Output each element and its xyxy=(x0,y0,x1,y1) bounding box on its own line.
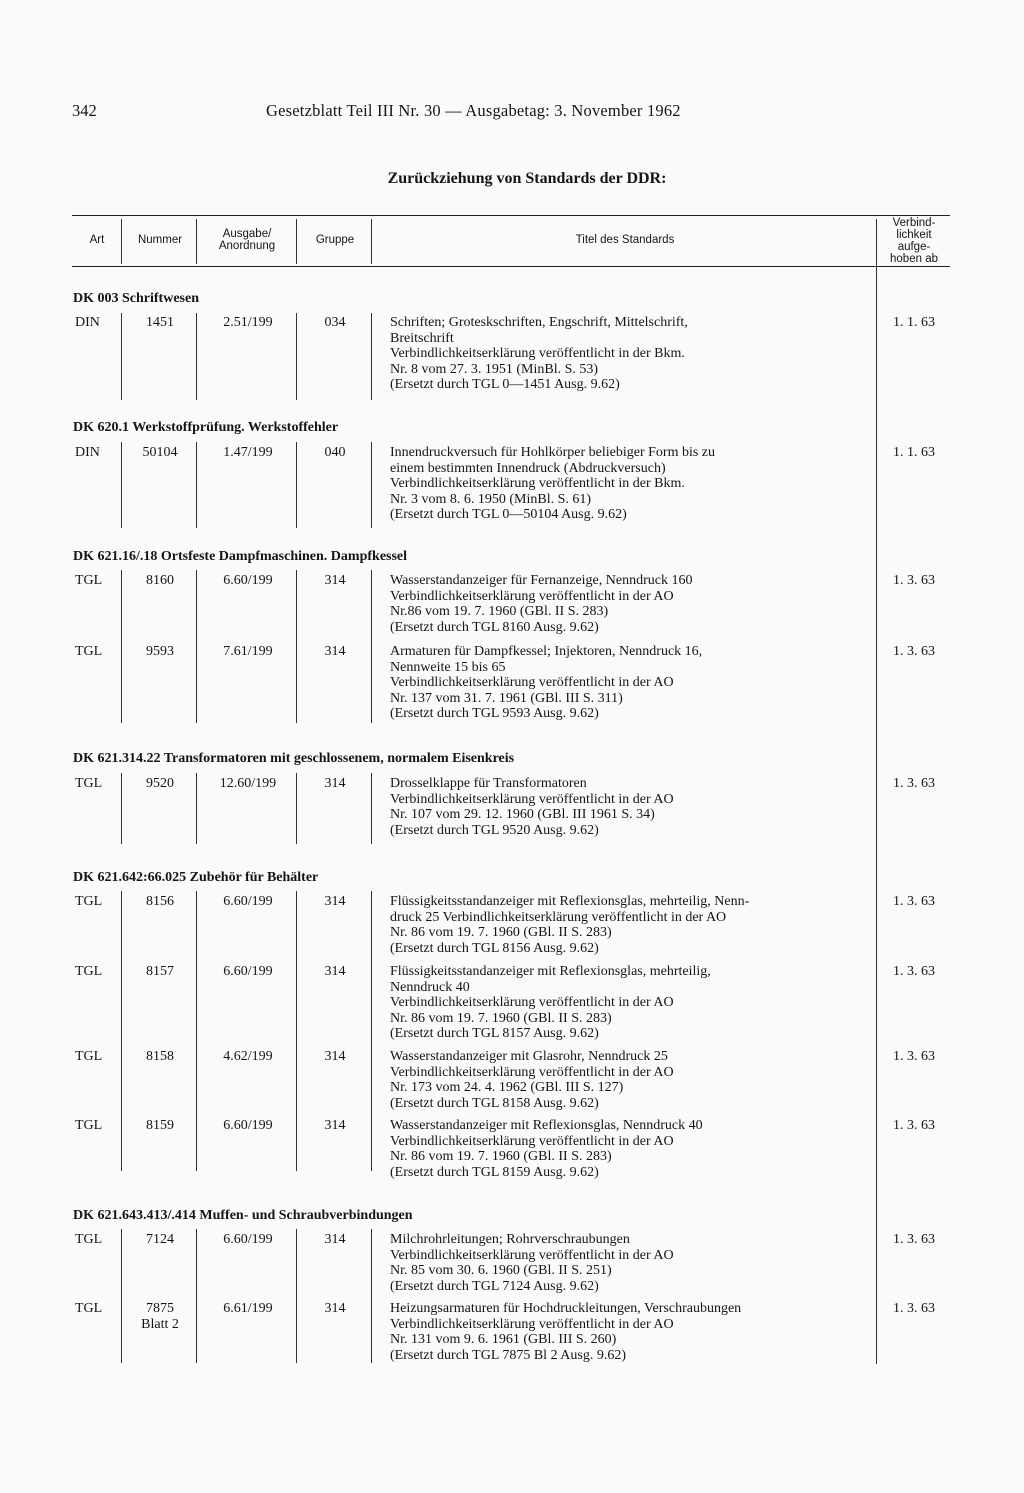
titel-line: Verbindlichkeitserklärung veröffentlicht in der AO xyxy=(390,1316,674,1332)
section-title: DK 003 Schriftwesen xyxy=(73,291,199,306)
titel-line: Nr. 3 vom 8. 6. 1950 (MinBl. S. 61) xyxy=(390,491,592,507)
col-divider xyxy=(296,773,297,844)
document-heading xyxy=(0,170,1024,188)
titel-line: Verbindlichkeitserklärung veröffentlicht in der AO xyxy=(390,791,674,807)
titel-line: (Ersetzt durch TGL 7124 Ausg. 9.62) xyxy=(390,1278,599,1294)
titel-cell xyxy=(390,315,870,393)
col-divider xyxy=(196,773,197,844)
titel-line: (Ersetzt durch TGL 0—1451 Ausg. 9.62) xyxy=(390,377,620,392)
titel-line: (Ersetzt durch TGL 8160 Ausg. 9.62) xyxy=(390,619,599,635)
ausgabe-cell: 6.61/199 xyxy=(223,1301,273,1316)
nummer-cell: 1451 xyxy=(146,315,174,330)
titel-line: Nenndruck 40 xyxy=(390,979,470,995)
art-cell: DIN xyxy=(75,315,100,330)
col-header-titel: Titel des Standards xyxy=(575,234,675,246)
art-cell: TGL xyxy=(75,644,103,659)
col-header-verbindlichkeit xyxy=(878,217,950,265)
titel-line: Schriften; Groteskschriften, Engschrift, Mittelschrift, xyxy=(390,315,688,330)
titel-line: Nr. 173 vom 24. 4. 1962 (GBl. III S. 127) xyxy=(390,1080,624,1095)
titel-cell xyxy=(390,964,870,1042)
ausgabe-cell: 4.62/199 xyxy=(223,1049,273,1064)
ausgabe-cell: 12.60/199 xyxy=(219,776,277,791)
titel-line: Nr. 137 vom 31. 7. 1961 (GBl. III S. 311) xyxy=(390,690,623,706)
titel-line: Wasserstandanzeiger mit Glasrohr, Nenndruck 25 xyxy=(390,1049,668,1064)
titel-line: Verbindlichkeitserklärung veröffentlicht in der AO xyxy=(390,995,674,1010)
titel-line: Nr. 107 vom 29. 12. 1960 (GBl. III 1961 S. 34) xyxy=(390,807,655,822)
gruppe-cell: 314 xyxy=(324,894,346,909)
aufgehoben-cell: 1. 3. 63 xyxy=(893,1118,935,1133)
ausgabe-cell: 1.47/199 xyxy=(223,445,273,460)
titel-line: Verbindlichkeitserklärung veröffentlicht in der Bkm. xyxy=(390,346,685,361)
titel-line: einem bestimmten Innendruck (Abdruckversuch) xyxy=(390,460,666,476)
nummer-cell: 7124 xyxy=(146,1232,174,1247)
ausgabe-cell: 2.51/199 xyxy=(223,315,273,330)
titel-cell xyxy=(390,644,870,722)
gruppe-cell: 314 xyxy=(324,1049,346,1064)
aufgehoben-cell: 1. 3. 63 xyxy=(893,644,935,659)
nummer-line: 7875 xyxy=(146,1301,174,1316)
titel-line: Innendruckversuch für Hohlkörper beliebiger Form bis zu xyxy=(390,445,716,460)
aufgehoben-cell: 1. 1. 63 xyxy=(893,445,935,460)
titel-cell xyxy=(390,894,870,956)
col-divider xyxy=(296,570,297,723)
col-divider xyxy=(196,570,197,723)
col-divider xyxy=(296,442,297,528)
ausgabe-cell: 6.60/199 xyxy=(223,1232,273,1247)
aufgehoben-cell: 1. 3. 63 xyxy=(893,1232,935,1247)
col-divider xyxy=(196,891,197,1171)
col-header-art: Art xyxy=(89,234,105,246)
col-divider xyxy=(296,313,297,400)
titel-line: (Ersetzt durch TGL 8158 Ausg. 9.62) xyxy=(390,1095,599,1111)
titel-line: (Ersetzt durch TGL 9593 Ausg. 9.62) xyxy=(390,706,599,721)
gruppe-cell: 314 xyxy=(324,573,346,588)
titel-line: Nr. 131 vom 9. 6. 1961 (GBl. III S. 260) xyxy=(390,1332,617,1347)
titel-line: Verbindlichkeitserklärung veröffentlicht in der AO xyxy=(390,1133,674,1149)
titel-cell xyxy=(390,573,870,635)
nummer-cell: 8158 xyxy=(146,1049,174,1064)
gruppe-cell: 040 xyxy=(324,445,346,460)
titel-line: Nennweite 15 bis 65 xyxy=(390,659,506,675)
col-header-ausgabe-line: Ausgabe/ xyxy=(222,228,272,240)
titel-line: Verbindlichkeitserklärung veröffentlicht in der Bkm. xyxy=(390,476,685,491)
col-divider xyxy=(121,891,122,1171)
aufgehoben-cell: 1. 3. 63 xyxy=(893,776,935,791)
titel-cell xyxy=(390,1049,870,1111)
col-divider xyxy=(371,773,372,844)
table-header-rule xyxy=(72,266,950,267)
col-divider xyxy=(371,442,372,528)
col-header-ausgabe xyxy=(198,228,296,252)
titel-cell xyxy=(390,445,870,523)
titel-line: Milchrohrleitungen; Rohrverschraubungen xyxy=(390,1232,630,1247)
art-cell: TGL xyxy=(75,1301,103,1316)
nummer-cell: 8156 xyxy=(146,894,174,909)
nummer-cell: 50104 xyxy=(142,445,178,460)
aufgehoben-cell: 1. 3. 63 xyxy=(893,573,935,588)
section-title: DK 621.16/.18 Ortsfeste Dampfmaschinen. Dampfkessel xyxy=(73,549,408,564)
table-top-rule xyxy=(72,215,950,216)
titel-line: Wasserstandanzeiger für Fernanzeige, Nenndruck 160 xyxy=(390,573,693,588)
art-cell: TGL xyxy=(75,1232,103,1247)
aufgehoben-cell: 1. 3. 63 xyxy=(893,1301,935,1316)
header-col-divider xyxy=(121,219,122,264)
nummer-cell: 8157 xyxy=(146,964,174,979)
page-number: 342 xyxy=(72,101,97,120)
art-cell: TGL xyxy=(75,1118,103,1133)
ausgabe-cell: 6.60/199 xyxy=(223,894,273,909)
col-header-nummer: Nummer xyxy=(137,234,183,246)
gruppe-cell: 314 xyxy=(324,964,346,979)
gruppe-cell: 314 xyxy=(324,644,346,659)
section-title: DK 621.314.22 Transformatoren mit geschlossenem, normalem Eisenkreis xyxy=(73,751,515,766)
titel-line: (Ersetzt durch TGL 8159 Ausg. 9.62) xyxy=(390,1164,599,1180)
heading-text: Zurückziehung von Standards der DDR: xyxy=(387,170,667,187)
section-title: DK 620.1 Werkstoffprüfung. Werkstoffehler xyxy=(73,420,339,435)
titel-line: Breitschrift xyxy=(390,330,454,346)
aufgehoben-cell: 1. 1. 63 xyxy=(893,315,935,330)
col-divider xyxy=(296,891,297,1171)
col-divider xyxy=(196,313,197,400)
gruppe-cell: 314 xyxy=(324,1301,346,1316)
titel-line: Verbindlichkeitserklärung veröffentlicht in der AO xyxy=(390,588,674,604)
section-title: DK 621.642:66.025 Zubehör für Behälter xyxy=(73,870,319,885)
titel-cell xyxy=(390,776,870,838)
titel-line: Nr.86 vom 19. 7. 1960 (GBl. II S. 283) xyxy=(390,604,609,619)
col-header-gruppe: Gruppe xyxy=(315,234,355,246)
col-header-verb-line: Verbind- xyxy=(892,217,936,229)
art-cell: TGL xyxy=(75,1049,103,1064)
gruppe-cell: 314 xyxy=(324,1232,346,1247)
col-divider xyxy=(121,773,122,844)
nummer-cell: 8160 xyxy=(146,573,174,588)
titel-line: Drosselklappe für Transformatoren xyxy=(390,776,587,791)
col-header-verb-line: hoben ab xyxy=(890,253,938,265)
titel-line: Flüssigkeitsstandanzeiger mit Reflexionsglas, mehrteilig, xyxy=(390,964,711,979)
ausgabe-cell: 6.60/199 xyxy=(223,1118,273,1133)
titel-line: Verbindlichkeitserklärung veröffentlicht in der AO xyxy=(390,1247,674,1263)
header-col-divider xyxy=(196,219,197,264)
ausgabe-cell: 6.60/199 xyxy=(223,573,273,588)
titel-cell xyxy=(390,1301,870,1363)
titel-cell xyxy=(390,1232,870,1294)
col-divider xyxy=(371,891,372,1171)
col-divider xyxy=(121,1229,122,1363)
section-title: DK 621.643.413/.414 Muffen- und Schraubverbindungen xyxy=(73,1208,413,1223)
col-header-verb-line: lichkeit xyxy=(896,229,932,241)
titel-line: Nr. 86 vom 19. 7. 1960 (GBl. II S. 283) xyxy=(390,1010,612,1026)
gruppe-cell: 314 xyxy=(324,776,346,791)
ausgabe-cell: 7.61/199 xyxy=(223,644,273,659)
col-divider xyxy=(121,442,122,528)
right-column-divider xyxy=(876,219,877,1364)
titel-line: Verbindlichkeitserklärung veröffentlicht in der AO xyxy=(390,1064,674,1080)
col-divider xyxy=(371,1229,372,1363)
art-cell: TGL xyxy=(75,776,103,791)
art-cell: TGL xyxy=(75,573,103,588)
titel-line: (Ersetzt durch TGL 8156 Ausg. 9.62) xyxy=(390,940,599,956)
art-cell: DIN xyxy=(75,445,100,460)
titel-line: Armaturen für Dampfkessel; Injektoren, Nenndruck 16, xyxy=(390,644,703,659)
titel-line: Nr. 8 vom 27. 3. 1951 (MinBl. S. 53) xyxy=(390,361,599,377)
aufgehoben-cell: 1. 3. 63 xyxy=(893,1049,935,1064)
titel-line: (Ersetzt durch TGL 9520 Ausg. 9.62) xyxy=(390,822,599,838)
titel-line: Verbindlichkeitserklärung veröffentlicht in der AO xyxy=(390,675,674,690)
art-cell: TGL xyxy=(75,894,103,909)
titel-line: (Ersetzt durch TGL 8157 Ausg. 9.62) xyxy=(390,1026,599,1041)
aufgehoben-cell: 1. 3. 63 xyxy=(893,894,935,909)
titel-line: (Ersetzt durch TGL 7875 Bl 2 Ausg. 9.62) xyxy=(390,1347,627,1363)
titel-line: druck 25 Verbindlichkeitserklärung veröffentlicht in der AO xyxy=(390,909,727,925)
nummer-cell: 9520 xyxy=(146,776,174,791)
art-cell: TGL xyxy=(75,964,103,979)
gruppe-cell: 314 xyxy=(324,1118,346,1133)
col-divider xyxy=(296,1229,297,1363)
aufgehoben-cell: 1. 3. 63 xyxy=(893,964,935,979)
nummer-line: Blatt 2 xyxy=(141,1316,179,1332)
page-header-title: Gesetzblatt Teil III Nr. 30 — Ausgabetag: 3. November 1962 xyxy=(266,101,681,120)
titel-line: Nr. 85 vom 30. 6. 1960 (GBl. II S. 251) xyxy=(390,1263,612,1278)
header-col-divider xyxy=(371,219,372,264)
ausgabe-cell: 6.60/199 xyxy=(223,964,273,979)
col-divider xyxy=(371,313,372,400)
col-divider xyxy=(121,313,122,400)
titel-line: Wasserstandanzeiger mit Reflexionsglas, Nenndruck 40 xyxy=(390,1118,703,1133)
col-divider xyxy=(196,1229,197,1363)
col-divider xyxy=(371,570,372,723)
titel-cell xyxy=(390,1118,870,1180)
gruppe-cell: 034 xyxy=(324,315,346,330)
col-divider xyxy=(196,442,197,528)
col-header-ausgabe-line: Anordnung xyxy=(218,240,276,252)
header-col-divider xyxy=(296,219,297,264)
nummer-cell: 9593 xyxy=(146,644,174,659)
titel-line: Flüssigkeitsstandanzeiger mit Reflexionsglas, mehrteilig, Nenn- xyxy=(390,894,750,909)
titel-line: Nr. 86 vom 19. 7. 1960 (GBl. II S. 283) xyxy=(390,925,612,940)
col-divider xyxy=(121,570,122,723)
nummer-cell xyxy=(128,1301,192,1332)
nummer-cell: 8159 xyxy=(146,1118,174,1133)
titel-line: Heizungsarmaturen für Hochdruckleitungen, Verschraubungen xyxy=(390,1301,742,1316)
titel-line: Nr. 86 vom 19. 7. 1960 (GBl. II S. 283) xyxy=(390,1149,612,1164)
titel-line: (Ersetzt durch TGL 0—50104 Ausg. 9.62) xyxy=(390,507,627,522)
col-header-verb-line: aufge- xyxy=(897,241,931,253)
